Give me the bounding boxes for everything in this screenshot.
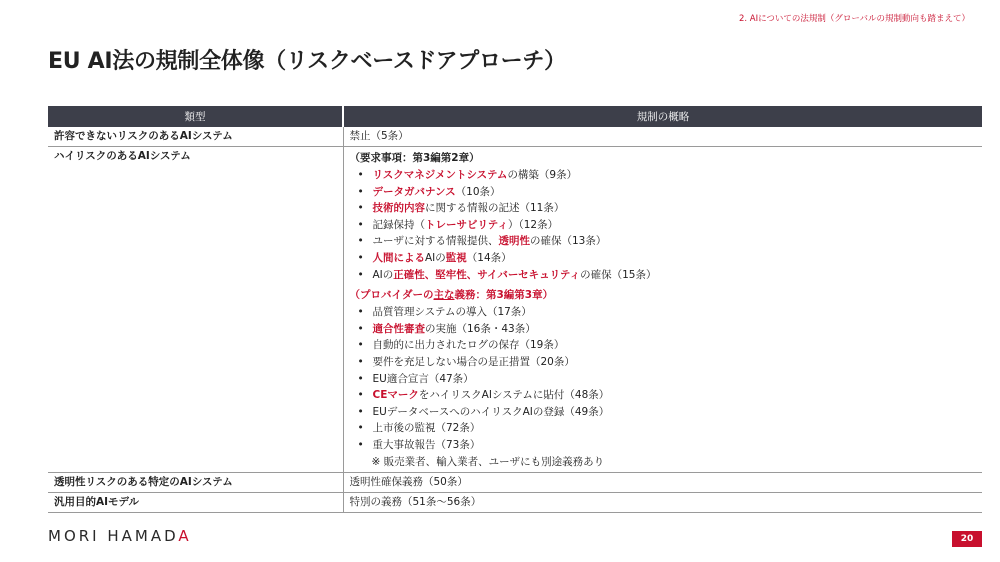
item-text-post: の確保（15条）: [580, 268, 657, 281]
item-text-pre: 重大事故報告（73条）: [372, 438, 481, 451]
list-item: [358, 233, 977, 250]
list-item: [358, 337, 977, 354]
item-text-hl2: 監視: [445, 251, 467, 264]
bullet-icon: •: [357, 306, 364, 319]
item-text-post: をハイリスクAIシステムに貼付（48条）: [418, 389, 610, 402]
item-text-pre: 自動的に出力されたログの保存（19条）: [372, 339, 565, 352]
logo-text: MORI HAMAD: [48, 527, 179, 545]
item-text-hl: トレーサビリティ: [425, 218, 508, 231]
item-text-hl: 人間による: [372, 251, 425, 264]
item-text-post: の実施（16条・43条）: [425, 322, 536, 335]
row-summary: 透明性確保義務（50条）: [343, 472, 982, 492]
provider-heading-post: 義務：第3編第3章）: [454, 289, 554, 302]
list-item: [358, 167, 977, 184]
bullet-icon: •: [357, 251, 364, 264]
provider-heading-pre: （プロバイダーの: [349, 289, 434, 302]
column-header-category: 類型: [48, 106, 343, 127]
section-label: 2. AIについての法規制（グローバルの規制動向も踏まえて）: [738, 14, 970, 24]
provider-heading-underline: 主な: [433, 289, 455, 302]
page-title: EU AI法の規制全体像（リスクベースドアプローチ）: [48, 49, 566, 74]
bullet-icon: •: [357, 235, 364, 248]
list-item: [358, 321, 977, 338]
item-text-hl: 正確性、堅牢性、サイバーセキュリティ: [393, 268, 581, 281]
list-item: [358, 371, 977, 388]
requirements-heading: （要求事項：第3編第2章）: [349, 152, 480, 164]
item-text-post: の確保（13条）: [530, 235, 607, 248]
row-summary: 特別の義務（51条～56条）: [343, 492, 982, 512]
list-item: [358, 250, 977, 267]
regulation-table: [48, 106, 982, 513]
item-text-post: に関する情報の記述（11条）: [425, 202, 565, 215]
bullet-icon: •: [357, 322, 364, 335]
bullet-icon: •: [357, 268, 364, 281]
item-text-hl: 適合性審査: [372, 322, 425, 335]
list-item: [358, 217, 977, 234]
item-text-mid: AIの: [425, 251, 446, 264]
item-text-pre: EU適合宣言（47条）: [372, 372, 474, 385]
list-item: [358, 267, 977, 284]
requirements-list: [350, 167, 977, 283]
item-text-pre: EUデータベースへのハイリスクAIの登録（49条）: [372, 405, 610, 418]
bullet-icon: •: [357, 438, 364, 451]
bullet-icon: •: [357, 339, 364, 352]
row-summary: 禁止（5条）: [343, 127, 982, 147]
row-category: 汎用目的AIモデル: [48, 492, 343, 512]
item-text-post: ）（12条）: [507, 218, 559, 231]
high-risk-details: [343, 147, 982, 473]
page-number: 20: [952, 531, 982, 547]
item-text-pre: 品質管理システムの導入（17条）: [372, 306, 532, 319]
bullet-icon: •: [357, 389, 364, 402]
item-text-hl: 透明性: [498, 235, 530, 248]
item-text-post: の構築（9条）: [507, 169, 578, 181]
item-text-hl: 技術的内容: [372, 202, 425, 215]
list-item: [358, 304, 977, 321]
row-category: 透明性リスクのある特定のAIシステム: [48, 472, 343, 492]
firm-logo: [48, 527, 192, 545]
item-text-pre: AIの: [372, 268, 394, 281]
list-item: [358, 200, 977, 217]
provider-duties-heading: [350, 288, 977, 303]
list-item: [358, 420, 977, 437]
item-text-pre: 要件を充足しない場合の是正措置（20条）: [372, 355, 575, 368]
table-row: [48, 127, 982, 147]
bullet-icon: •: [357, 218, 364, 231]
item-text-hl: CEマーク: [372, 389, 419, 402]
bullet-icon: •: [357, 202, 364, 215]
table-row: [48, 492, 982, 512]
list-item: [358, 387, 977, 404]
list-item: [358, 437, 977, 454]
item-text-hl: データガバナンス: [372, 185, 456, 198]
provider-duties-list: [350, 304, 977, 453]
table-header-row: [48, 106, 982, 127]
note-text: ※ 販売業者、輸入業者、ユーザにも別途義務あり: [371, 455, 605, 468]
item-text-post: （14条）: [466, 251, 512, 264]
column-header-summary: 規制の概略: [343, 106, 982, 127]
item-text-pre: ユーザに対する情報提供、: [372, 235, 499, 248]
list-item: [358, 354, 977, 371]
bullet-icon: •: [357, 372, 364, 385]
table-row: [48, 472, 982, 492]
item-text-pre: 上市後の監視（72条）: [372, 422, 481, 435]
list-item: [358, 404, 977, 421]
bullet-icon: •: [357, 355, 364, 368]
bullet-icon: •: [357, 405, 364, 418]
bullet-icon: •: [357, 169, 364, 181]
list-item: [358, 184, 977, 201]
item-text-hl: リスクマネジメントシステム: [372, 169, 508, 181]
row-category: ハイリスクのあるAIシステム: [48, 147, 343, 473]
item-text-pre: 記録保持（: [372, 218, 425, 231]
item-text-post: （10条）: [455, 185, 501, 198]
bullet-icon: •: [357, 185, 364, 198]
row-category: 許容できないリスクのあるAIシステム: [48, 127, 343, 147]
logo-accent: A: [178, 527, 192, 545]
table-row-high-risk: [48, 147, 982, 473]
bullet-icon: •: [357, 422, 364, 435]
